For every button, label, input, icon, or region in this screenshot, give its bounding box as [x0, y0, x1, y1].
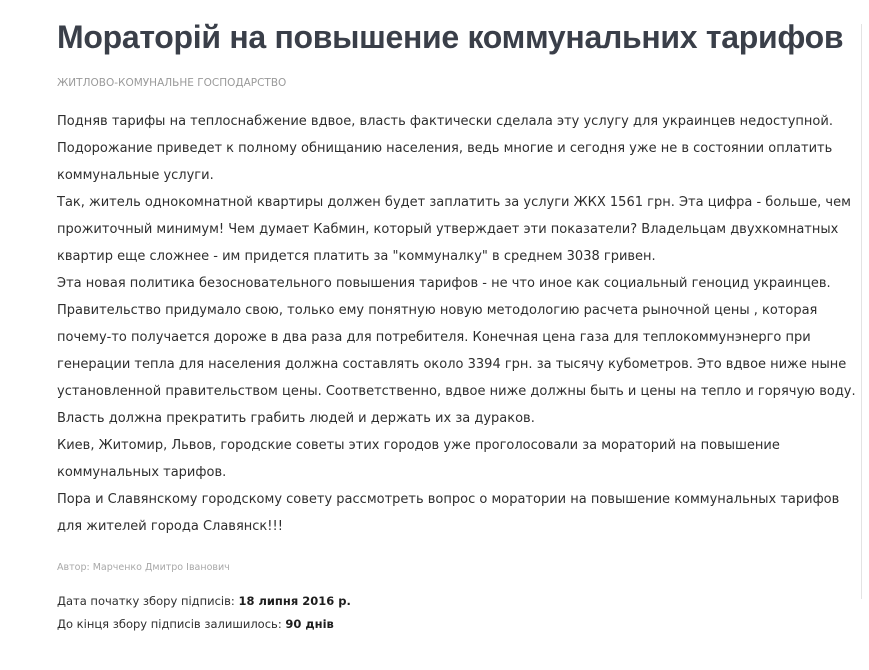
- body-line: коммунальных тарифов.: [57, 465, 227, 480]
- body-line: почему-то получается дороже в два раза для потребителя. Конечная цена газа для теплокоммунэнерго при: [57, 330, 811, 345]
- petition-article: [57, 14, 856, 636]
- body-line: Киев, Житомир, Львов, городские советы этих городов уже проголосовали за мораторий на повышение: [57, 438, 780, 453]
- body-line: генерации тепла для населения должна составлять около 3394 грн. за тысячу кубометров. Это вдвое ниже ныне: [57, 357, 847, 372]
- body-line: Подняв тарифы на теплоснабжение вдвое, власть фактически сделала эту услугу для украинцев недоступной.: [57, 114, 833, 129]
- body-line: Подорожание приведет к полному обнищанию населения, ведь многие и сегодня уже не в состоянии оплатить: [57, 141, 833, 156]
- body-line: Власть должна прекратить грабить людей и держать их за дураков.: [57, 411, 535, 426]
- start-date-value: 18 липня 2016 р.: [238, 594, 351, 608]
- days-remaining-row: [57, 613, 847, 636]
- body-line: Правительство придумало свою, только ему понятную новую методологию расчета рыночной цены , которая: [57, 303, 818, 318]
- column-divider: [861, 24, 862, 599]
- body-line: Так, житель однокомнатной квартиры должен будет заплатить за услуги ЖКХ 1561 грн. Эта цифра - больше, чем: [57, 195, 851, 210]
- body-line: для жителей города Славянск!!!: [57, 519, 283, 534]
- start-date-label: Дата початку збору підписів:: [57, 594, 239, 608]
- body-line: Пора и Славянскому городскому совету рассмотреть вопрос о моратории на повышение коммунальных тарифов: [57, 492, 840, 507]
- start-date-row: [57, 590, 847, 613]
- days-remaining-value: 90 днів: [285, 617, 334, 631]
- body-line: коммунальные услуги.: [57, 168, 214, 183]
- body-line: квартир еще сложнее - им придется платить за "коммуналку" в среднем 3038 гривен.: [57, 249, 656, 264]
- author-line: Автор: Марченко Дмитро Іванович: [57, 562, 230, 573]
- days-remaining-label: До кінця збору підписів залишилось:: [57, 617, 286, 631]
- body-line: прожиточный минимум! Чем думает Кабмин, который утверждает эти показатели? Владельцам двухкомнатных: [57, 222, 839, 237]
- body-line: установленной правительством цены. Соответственно, вдвое ниже должны быть и цены на тепло и горячую воду.: [57, 384, 856, 399]
- body-line: Эта новая политика безосновательного повышения тарифов - не что иное как социальный геноцид украинцев.: [57, 276, 831, 291]
- signature-info: [57, 590, 847, 636]
- page-title: Мораторій на повышение коммунальних тарифов: [57, 19, 844, 55]
- category-label: ЖИТЛОВО-КОМУНАЛЬНЕ ГОСПОДАРСТВО: [57, 77, 287, 89]
- petition-body: [57, 108, 856, 540]
